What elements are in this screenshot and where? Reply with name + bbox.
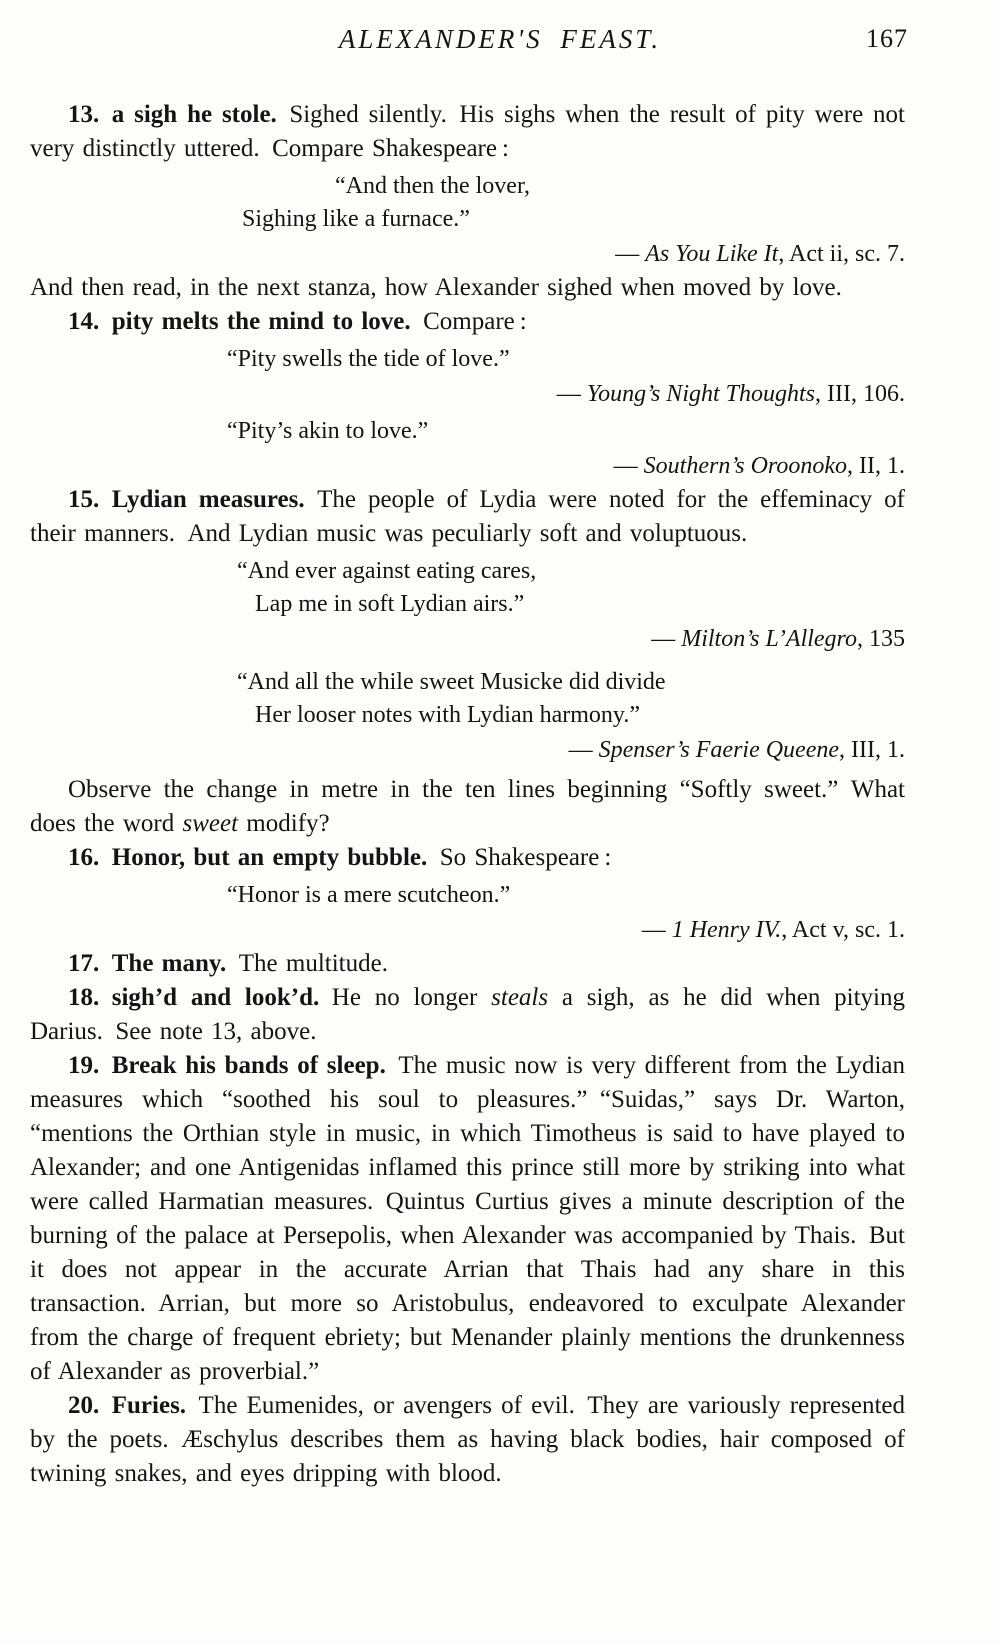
note-14 <box>30 305 905 339</box>
note-13-continuation-text: And then read, in the next stanza, how Alexander sighed when moved by love. <box>30 274 842 301</box>
citation-as-you-like-it <box>30 238 905 271</box>
note-16-text: So Shakespeare : <box>427 844 612 871</box>
citation-title: As You Like It <box>645 241 779 267</box>
note-18-phrase: sigh’d and look’d. <box>99 984 320 1011</box>
citation-locator: , II, 1. <box>847 453 905 479</box>
note-16 <box>30 841 905 875</box>
verse-line: Her looser notes with Lydian harmony.” <box>255 702 641 728</box>
citation-l-allegro <box>30 623 905 656</box>
note-19 <box>30 1049 905 1389</box>
note-15-number: 15. <box>68 486 100 513</box>
observe-text: Observe the change in metre in the ten lines beginning “Softly sweet.” What does the word <box>30 776 905 837</box>
note-15 <box>30 483 905 551</box>
observe-italic-word: sweet <box>182 810 239 837</box>
note-15-text: The people of Lydia were noted for the effeminacy of their manners. And Lydian music was peculiarly soft and voluptuous. <box>30 486 905 547</box>
note-20 <box>30 1389 905 1491</box>
note-16-number: 16. <box>68 844 100 871</box>
citation-dash: — <box>641 917 672 943</box>
page-number: 167 <box>866 24 908 53</box>
verse-line: “And ever against eating cares, <box>237 558 537 584</box>
citation-oroonoko <box>30 450 905 483</box>
note-18-text-end: a sigh, as he did when pitying Darius. See note 13, above. <box>30 984 905 1045</box>
verse-quote-milton <box>30 555 905 621</box>
verse-line: Lap me in soft Lydian airs.” <box>255 591 525 617</box>
note-20-number: 20. <box>68 1392 100 1419</box>
verse-quote-spenser <box>30 666 905 732</box>
verse-quote-southern <box>30 415 905 448</box>
note-18-text: He no longer <box>319 984 492 1011</box>
note-19-text: The music now is very different from the Lydian measures which “soothed his soul to pleasures.” “Suidas,” says Dr. Warton, “mentions the Orthian style in music, in which Timotheus is said to have played to Alexander; and one Antigenidas inflamed this prince still more by striking into what were called Harmatian measures. Quintus Curtius gives a minute description of the burning of the palace at Persepolis, when Alexander was accompanied by Thais. But it does not appear in the accurate Arrian that Thais had any share in this transaction. Arrian, but more so Aristobulus, endeavored to exculpate Alexander from the charge of frequent ebriety; but Menander plainly mentions the drunkenness of Alexander as proverbial.” <box>30 1052 906 1385</box>
note-18 <box>30 981 905 1049</box>
note-19-phrase: Break his bands of sleep. <box>99 1052 386 1079</box>
citation-dash: — <box>556 381 587 407</box>
note-17-number: 17. <box>68 950 100 977</box>
citation-title: Spenser’s Faerie Queene <box>598 737 840 763</box>
citation-locator: , Act v, sc. 1. <box>781 917 905 943</box>
citation-locator: , III, 106. <box>815 381 905 407</box>
observe-text-end: modify? <box>238 810 330 837</box>
note-13-number: 13. <box>68 101 100 128</box>
citation-locator: , Act ii, sc. 7. <box>778 241 905 267</box>
note-13-text: Sighed silently. His sighs when the result of pity were not very distinctly uttered. Compare Shakespeare : <box>30 101 905 162</box>
citation-faerie-queene <box>30 734 905 767</box>
page-header <box>0 0 1000 58</box>
citation-dash: — <box>568 737 599 763</box>
verse-line: “Pity swells the tide of love.” <box>227 346 510 372</box>
note-16-phrase: Honor, but an empty bubble. <box>99 844 428 871</box>
note-17-phrase: The many. <box>99 950 227 977</box>
note-20-phrase: Furies. <box>99 1392 187 1419</box>
citation-dash: — <box>615 241 646 267</box>
citation-night-thoughts <box>30 378 905 411</box>
note-18-italic-word: steals <box>491 984 549 1011</box>
note-14-text: Compare : <box>410 308 527 335</box>
running-title: ALEXANDER'S FEAST. <box>338 24 662 54</box>
note-20-text: The Eumenides, or avengers of evil. They are variously represented by the poets. Æschylus describes them as having black bodies, hair composed of twining snakes, and eyes dripping with blood. <box>30 1392 905 1487</box>
citation-locator: , 135 <box>857 626 905 652</box>
citation-title: Milton’s L’Allegro <box>681 626 857 652</box>
verse-line: Sighing like a furnace.” <box>242 206 470 232</box>
citation-title: 1 Henry IV. <box>671 917 782 943</box>
verse-line: “And all the while sweet Musicke did divide <box>237 669 666 695</box>
citation-title: Young’s Night Thoughts <box>586 381 816 407</box>
note-13-continuation <box>30 271 905 305</box>
note-13 <box>30 98 905 166</box>
notes-content <box>30 98 905 1491</box>
observe-paragraph <box>30 773 905 841</box>
note-18-number: 18. <box>68 984 100 1011</box>
note-14-number: 14. <box>68 308 100 335</box>
verse-line: “Honor is a mere scutcheon.” <box>227 882 511 908</box>
citation-dash: — <box>651 626 682 652</box>
verse-quote-young <box>30 343 905 376</box>
citation-title: Southern’s Oroonoko <box>643 453 848 479</box>
note-17 <box>30 947 905 981</box>
note-13-phrase: a sigh he stole. <box>99 101 277 128</box>
verse-line: “Pity’s akin to love.” <box>227 418 429 444</box>
note-15-phrase: Lydian measures. <box>99 486 305 513</box>
note-19-number: 19. <box>68 1052 100 1079</box>
citation-henry-iv <box>30 914 905 947</box>
note-17-text: The multitude. <box>226 950 388 977</box>
note-14-phrase: pity melts the mind to love. <box>99 308 411 335</box>
verse-line: “And then the lover, <box>335 173 530 199</box>
verse-quote-shakespeare <box>30 170 905 236</box>
citation-dash: — <box>613 453 644 479</box>
citation-locator: , III, 1. <box>839 737 905 763</box>
verse-quote-scutcheon <box>30 879 905 912</box>
